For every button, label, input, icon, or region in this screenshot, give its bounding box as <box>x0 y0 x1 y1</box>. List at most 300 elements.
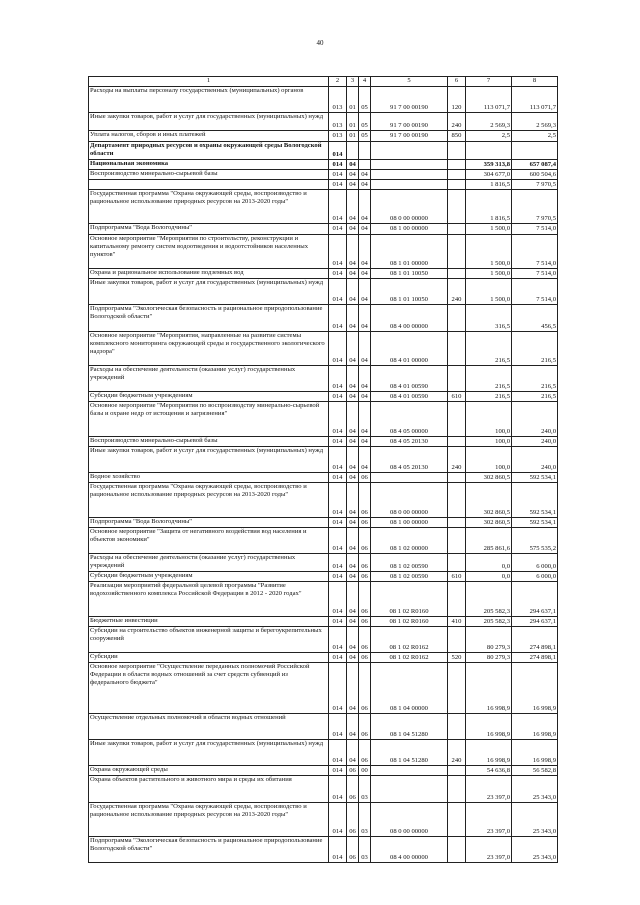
expense-type-cell <box>448 517 466 527</box>
column-header: 5 <box>371 77 448 87</box>
table-row <box>89 402 558 436</box>
row-name-cell: Субсидии бюджетным учреждениям <box>89 572 329 582</box>
amount-year1-cell: 2,5 <box>466 131 512 141</box>
amount-year1-cell: 54 636,8 <box>466 766 512 776</box>
subsection-code-cell: 04 <box>359 169 371 179</box>
target-article-cell: 08 4 05 20130 <box>371 446 448 472</box>
admin-code-cell: 014 <box>329 179 347 189</box>
section-code-cell: 06 <box>347 766 359 776</box>
column-header: 2 <box>329 77 347 87</box>
admin-code-cell: 013 <box>329 113 347 131</box>
section-code-cell: 04 <box>347 473 359 483</box>
section-code-cell: 06 <box>347 837 359 863</box>
section-code-cell: 04 <box>347 234 359 268</box>
column-header: 6 <box>448 77 466 87</box>
amount-year1-cell: 100,0 <box>466 446 512 472</box>
subsection-code-cell: 06 <box>359 517 371 527</box>
admin-code-cell: 014 <box>329 305 347 331</box>
amount-year1-cell: 16 998,9 <box>466 713 512 739</box>
target-article-cell: 08 1 02 R0162 <box>371 653 448 663</box>
expense-type-cell <box>448 837 466 863</box>
subsection-code-cell: 05 <box>359 87 371 113</box>
subsection-code-cell: 06 <box>359 626 371 652</box>
row-name-cell: Департамент природных ресурсов и охраны окружающей среды Вологодской области <box>89 141 329 159</box>
admin-code-cell: 014 <box>329 141 347 159</box>
amount-year2-cell: 294 637,1 <box>512 582 558 616</box>
table-row <box>89 169 558 179</box>
row-name-cell: Государственная программа "Охрана окружающей среды, воспроизводство и рациональное использование природных ресурсов на 2013-2020 годы" <box>89 483 329 517</box>
target-article-cell: 08 4 00 00000 <box>371 305 448 331</box>
row-name-cell: Государственная программа "Охрана окружающей среды, воспроизводство и рациональное использование природных ресурсов на 2013-2020 годы" <box>89 802 329 836</box>
subsection-code-cell: 06 <box>359 663 371 714</box>
admin-code-cell: 014 <box>329 837 347 863</box>
amount-year1-cell: 216,5 <box>466 331 512 365</box>
row-name-cell: Государственная программа "Охрана окружающей среды, воспроизводство и рациональное использование природных ресурсов на 2013-2020 годы" <box>89 190 329 224</box>
admin-code-cell: 014 <box>329 159 347 169</box>
target-article-cell: 08 1 02 R0160 <box>371 582 448 616</box>
target-article-cell: 08 4 05 20130 <box>371 436 448 446</box>
amount-year1-cell: 302 860,5 <box>466 483 512 517</box>
table-row <box>89 517 558 527</box>
row-name-cell: Основное мероприятие "Осуществление переданных полномочий Российской Федерации в области водных отношений за счет средств субвенций из федерального бюджета" <box>89 663 329 714</box>
amount-year1-cell: 2 569,3 <box>466 113 512 131</box>
admin-code-cell: 014 <box>329 446 347 472</box>
amount-year2-cell: 274 898,1 <box>512 653 558 663</box>
row-name-cell: Подпрограмма "Экологическая безопасность и рациональное природопользование Вологодской области" <box>89 305 329 331</box>
target-article-cell: 08 1 04 51280 <box>371 740 448 766</box>
row-name-cell: Подпрограмма "Вода Вологодчины" <box>89 224 329 234</box>
subsection-code-cell: 06 <box>359 527 371 553</box>
section-code-cell: 04 <box>347 190 359 224</box>
table-row <box>89 740 558 766</box>
row-name-cell: Иные закупки товаров, работ и услуг для государственных (муниципальных) нужд <box>89 279 329 305</box>
row-name-cell: Расходы на обеспечение деятельности (оказание услуг) государственных учреждений <box>89 366 329 392</box>
admin-code-cell: 014 <box>329 473 347 483</box>
amount-year2-cell: 16 998,9 <box>512 713 558 739</box>
target-article-cell <box>371 169 448 179</box>
table-row <box>89 473 558 483</box>
section-code-cell: 06 <box>347 802 359 836</box>
section-code-cell: 04 <box>347 169 359 179</box>
expense-type-cell <box>448 776 466 802</box>
expense-type-cell: 410 <box>448 616 466 626</box>
amount-year1-cell: 205 582,3 <box>466 616 512 626</box>
amount-year1-cell: 0,0 <box>466 572 512 582</box>
section-code-cell: 04 <box>347 582 359 616</box>
row-name-cell: Уплата налогов, сборов и иных платежей <box>89 131 329 141</box>
amount-year2-cell: 592 534,1 <box>512 473 558 483</box>
target-article-cell: 08 1 01 10050 <box>371 279 448 305</box>
table-row <box>89 436 558 446</box>
column-header: 3 <box>347 77 359 87</box>
subsection-code-cell: 04 <box>359 305 371 331</box>
table-row <box>89 713 558 739</box>
section-code-cell: 04 <box>347 268 359 278</box>
amount-year2-cell: 216,5 <box>512 331 558 365</box>
admin-code-cell: 014 <box>329 713 347 739</box>
section-code-cell: 04 <box>347 626 359 652</box>
amount-year2-cell: 16 998,9 <box>512 740 558 766</box>
table-row <box>89 766 558 776</box>
subsection-code-cell: 03 <box>359 837 371 863</box>
row-name-cell: Воспроизводство минерально-сырьевой базы <box>89 436 329 446</box>
amount-year2-cell: 240,0 <box>512 436 558 446</box>
section-code-cell: 04 <box>347 446 359 472</box>
table-row <box>89 776 558 802</box>
section-code-cell: 04 <box>347 402 359 436</box>
amount-year2-cell: 6 000,0 <box>512 554 558 572</box>
target-article-cell: 08 4 05 00000 <box>371 402 448 436</box>
expense-type-cell <box>448 179 466 189</box>
subsection-code-cell: 04 <box>359 402 371 436</box>
target-article-cell: 08 1 00 00000 <box>371 224 448 234</box>
section-code-cell: 04 <box>347 179 359 189</box>
admin-code-cell: 014 <box>329 392 347 402</box>
amount-year1-cell: 16 998,9 <box>466 663 512 714</box>
page-number: 40 <box>316 39 324 47</box>
admin-code-cell: 014 <box>329 331 347 365</box>
amount-year1-cell: 100,0 <box>466 402 512 436</box>
expense-type-cell <box>448 436 466 446</box>
amount-year1-cell: 285 861,6 <box>466 527 512 553</box>
amount-year2-cell: 240,0 <box>512 446 558 472</box>
table-row <box>89 582 558 616</box>
amount-year1-cell: 216,5 <box>466 392 512 402</box>
row-name-cell: Охрана окружающей среды <box>89 766 329 776</box>
expense-type-cell <box>448 224 466 234</box>
row-name-cell: Национальная экономика <box>89 159 329 169</box>
budget-table <box>88 76 558 863</box>
admin-code-cell: 014 <box>329 234 347 268</box>
amount-year1-cell: 1 500,0 <box>466 224 512 234</box>
target-article-cell: 08 4 01 00590 <box>371 392 448 402</box>
target-article-cell: 08 0 00 00000 <box>371 802 448 836</box>
row-name-cell <box>89 179 329 189</box>
subsection-code-cell: 05 <box>359 131 371 141</box>
table-row <box>89 802 558 836</box>
subsection-code-cell <box>359 141 371 159</box>
table-row <box>89 653 558 663</box>
amount-year2-cell: 294 637,1 <box>512 616 558 626</box>
amount-year1-cell: 113 071,7 <box>466 87 512 113</box>
admin-code-cell: 014 <box>329 776 347 802</box>
expense-type-cell: 240 <box>448 279 466 305</box>
row-name-cell: Расходы на обеспечение деятельности (оказание услуг) государственных учреждений <box>89 554 329 572</box>
row-name-cell: Реализация мероприятий федеральной целевой программы "Развитие водохозяйственного комплекса Российской Федерации в 2012 - 2020 годах" <box>89 582 329 616</box>
amount-year1-cell: 23 397,0 <box>466 776 512 802</box>
admin-code-cell: 014 <box>329 402 347 436</box>
expense-type-cell <box>448 268 466 278</box>
expense-type-cell <box>448 527 466 553</box>
expense-type-cell <box>448 331 466 365</box>
amount-year2-cell: 7 514,0 <box>512 268 558 278</box>
amount-year2-cell: 592 534,1 <box>512 517 558 527</box>
admin-code-cell: 014 <box>329 169 347 179</box>
admin-code-cell: 014 <box>329 436 347 446</box>
row-name-cell: Охрана объектов растительного и животного мира и среды их обитания <box>89 776 329 802</box>
subsection-code-cell: 04 <box>359 366 371 392</box>
table-row <box>89 663 558 714</box>
admin-code-cell: 014 <box>329 582 347 616</box>
row-name-cell: Иные закупки товаров, работ и услуг для государственных (муниципальных) нужд <box>89 446 329 472</box>
target-article-cell <box>371 776 448 802</box>
amount-year2-cell: 2,5 <box>512 131 558 141</box>
expense-type-cell <box>448 169 466 179</box>
row-name-cell: Основное мероприятие "Защита от негативного воздействия вод населения и объектов экономики" <box>89 527 329 553</box>
expense-type-cell <box>448 402 466 436</box>
admin-code-cell: 014 <box>329 616 347 626</box>
expense-type-cell: 240 <box>448 446 466 472</box>
section-code-cell <box>347 141 359 159</box>
row-name-cell: Иные закупки товаров, работ и услуг для государственных (муниципальных) нужд <box>89 740 329 766</box>
amount-year2-cell: 240,0 <box>512 402 558 436</box>
admin-code-cell: 014 <box>329 483 347 517</box>
admin-code-cell: 014 <box>329 572 347 582</box>
subsection-code-cell: 05 <box>359 113 371 131</box>
admin-code-cell: 014 <box>329 663 347 714</box>
target-article-cell: 08 4 01 00590 <box>371 366 448 392</box>
target-article-cell: 08 1 02 00000 <box>371 527 448 553</box>
expense-type-cell: 520 <box>448 653 466 663</box>
table-row <box>89 131 558 141</box>
section-code-cell: 04 <box>347 713 359 739</box>
section-code-cell: 04 <box>347 224 359 234</box>
subsection-code-cell: 06 <box>359 653 371 663</box>
table-row <box>89 483 558 517</box>
target-article-cell: 08 0 00 00000 <box>371 190 448 224</box>
admin-code-cell: 014 <box>329 653 347 663</box>
subsection-code-cell: 06 <box>359 473 371 483</box>
target-article-cell: 08 1 01 10050 <box>371 268 448 278</box>
expense-type-cell: 850 <box>448 131 466 141</box>
row-name-cell: Подпрограмма "Вода Вологодчины" <box>89 517 329 527</box>
target-article-cell: 08 0 00 00000 <box>371 483 448 517</box>
expense-type-cell: 240 <box>448 113 466 131</box>
table-row <box>89 554 558 572</box>
subsection-code-cell: 04 <box>359 392 371 402</box>
amount-year1-cell: 1 500,0 <box>466 234 512 268</box>
target-article-cell: 08 1 04 00000 <box>371 663 448 714</box>
column-header: 8 <box>512 77 558 87</box>
expense-type-cell <box>448 626 466 652</box>
row-name-cell: Водное хозяйство <box>89 473 329 483</box>
column-header: 4 <box>359 77 371 87</box>
table-row <box>89 268 558 278</box>
expense-type-cell <box>448 554 466 572</box>
section-code-cell: 04 <box>347 159 359 169</box>
section-code-cell: 04 <box>347 616 359 626</box>
section-code-cell: 04 <box>347 663 359 714</box>
table-row <box>89 224 558 234</box>
table-row <box>89 392 558 402</box>
target-article-cell <box>371 159 448 169</box>
row-name-cell: Основное мероприятие "Мероприятия по строительству, реконструкции и капитальному ремонту систем водоотведения и водоотстойников населенных пунктов" <box>89 234 329 268</box>
table-row <box>89 234 558 268</box>
row-name-cell: Бюджетные инвестиции <box>89 616 329 626</box>
table-row <box>89 159 558 169</box>
section-code-cell: 04 <box>347 653 359 663</box>
subsection-code-cell: 00 <box>359 766 371 776</box>
table-row <box>89 626 558 652</box>
subsection-code-cell: 04 <box>359 331 371 365</box>
amount-year1-cell: 205 582,3 <box>466 582 512 616</box>
expense-type-cell: 610 <box>448 572 466 582</box>
section-code-cell: 04 <box>347 554 359 572</box>
amount-year2-cell: 25 343,0 <box>512 776 558 802</box>
row-name-cell: Воспроизводство минерально-сырьевой базы <box>89 169 329 179</box>
table-row <box>89 305 558 331</box>
admin-code-cell: 014 <box>329 802 347 836</box>
amount-year1-cell: 1 500,0 <box>466 268 512 278</box>
column-header: 7 <box>466 77 512 87</box>
subsection-code-cell: 06 <box>359 616 371 626</box>
amount-year2-cell: 575 535,2 <box>512 527 558 553</box>
amount-year2-cell: 600 504,6 <box>512 169 558 179</box>
amount-year1-cell: 316,5 <box>466 305 512 331</box>
expense-type-cell <box>448 582 466 616</box>
amount-year1-cell: 216,5 <box>466 366 512 392</box>
admin-code-cell: 014 <box>329 554 347 572</box>
row-name-cell: Основное мероприятие "Мероприятия, направленные на развитие системы комплексного мониторинга окружающей среды и государственного экологического надзора" <box>89 331 329 365</box>
amount-year2-cell: 7 970,5 <box>512 190 558 224</box>
subsection-code-cell: 06 <box>359 572 371 582</box>
table-row <box>89 366 558 392</box>
subsection-code-cell <box>359 159 371 169</box>
section-code-cell: 04 <box>347 527 359 553</box>
amount-year2-cell <box>512 141 558 159</box>
row-name-cell: Основное мероприятие "Мероприятия по воспроизводству минерально-сырьевой базы и охране недр от истощения и загрязнения" <box>89 402 329 436</box>
amount-year1-cell: 1 500,0 <box>466 279 512 305</box>
target-article-cell: 08 4 00 00000 <box>371 837 448 863</box>
amount-year2-cell: 25 343,0 <box>512 802 558 836</box>
target-article-cell <box>371 141 448 159</box>
expense-type-cell: 240 <box>448 740 466 766</box>
row-name-cell: Субсидии на строительство объектов инженерной защиты и берегоукрепительных сооружений <box>89 626 329 652</box>
expense-type-cell <box>448 234 466 268</box>
amount-year1-cell: 23 397,0 <box>466 802 512 836</box>
target-article-cell: 08 1 02 R0160 <box>371 616 448 626</box>
amount-year1-cell: 1 816,5 <box>466 190 512 224</box>
row-name-cell: Иные закупки товаров, работ и услуг для государственных (муниципальных) нужд <box>89 113 329 131</box>
admin-code-cell: 014 <box>329 190 347 224</box>
table-row <box>89 179 558 189</box>
expense-type-cell <box>448 190 466 224</box>
subsection-code-cell: 04 <box>359 179 371 189</box>
amount-year1-cell: 304 677,0 <box>466 169 512 179</box>
row-name-cell: Осуществление отдельных полномочий в области водных отношений <box>89 713 329 739</box>
subsection-code-cell: 06 <box>359 713 371 739</box>
amount-year2-cell: 113 071,7 <box>512 87 558 113</box>
amount-year1-cell: 302 860,5 <box>466 517 512 527</box>
subsection-code-cell: 04 <box>359 436 371 446</box>
section-code-cell: 04 <box>347 305 359 331</box>
amount-year1-cell: 23 397,0 <box>466 837 512 863</box>
table-row <box>89 616 558 626</box>
table-row <box>89 446 558 472</box>
amount-year2-cell: 7 514,0 <box>512 234 558 268</box>
subsection-code-cell: 04 <box>359 446 371 472</box>
amount-year1-cell: 0,0 <box>466 554 512 572</box>
row-name-cell: Охрана и рациональное использование подземных вод <box>89 268 329 278</box>
admin-code-cell: 014 <box>329 366 347 392</box>
section-code-cell: 04 <box>347 740 359 766</box>
section-code-cell: 04 <box>347 392 359 402</box>
amount-year1-cell: 16 998,9 <box>466 740 512 766</box>
admin-code-cell: 014 <box>329 224 347 234</box>
table-row <box>89 331 558 365</box>
subsection-code-cell: 04 <box>359 279 371 305</box>
expense-type-cell <box>448 366 466 392</box>
admin-code-cell: 014 <box>329 740 347 766</box>
amount-year2-cell: 56 582,8 <box>512 766 558 776</box>
amount-year2-cell: 7 970,5 <box>512 179 558 189</box>
amount-year1-cell: 80 279,3 <box>466 626 512 652</box>
section-code-cell: 04 <box>347 572 359 582</box>
target-article-cell: 08 1 04 51280 <box>371 713 448 739</box>
section-code-cell: 04 <box>347 331 359 365</box>
section-code-cell: 04 <box>347 483 359 517</box>
target-article-cell <box>371 766 448 776</box>
amount-year2-cell: 274 898,1 <box>512 626 558 652</box>
target-article-cell: 08 1 02 R0162 <box>371 626 448 652</box>
table-row <box>89 837 558 863</box>
row-name-cell: Расходы на выплаты персоналу государственных (муниципальных) органов <box>89 87 329 113</box>
target-article-cell: 08 1 00 00000 <box>371 517 448 527</box>
target-article-cell <box>371 179 448 189</box>
subsection-code-cell: 04 <box>359 234 371 268</box>
amount-year1-cell: 100,0 <box>466 436 512 446</box>
expense-type-cell <box>448 713 466 739</box>
admin-code-cell: 014 <box>329 527 347 553</box>
section-code-cell: 06 <box>347 776 359 802</box>
table-row <box>89 190 558 224</box>
target-article-cell: 08 1 02 00590 <box>371 554 448 572</box>
expense-type-cell <box>448 802 466 836</box>
subsection-code-cell: 06 <box>359 554 371 572</box>
amount-year2-cell: 6 000,0 <box>512 572 558 582</box>
expense-type-cell: 610 <box>448 392 466 402</box>
section-code-cell: 01 <box>347 113 359 131</box>
expense-type-cell <box>448 141 466 159</box>
subsection-code-cell: 06 <box>359 740 371 766</box>
table-header-row <box>89 77 558 87</box>
admin-code-cell: 013 <box>329 87 347 113</box>
table-row <box>89 113 558 131</box>
target-article-cell: 91 7 00 00190 <box>371 131 448 141</box>
row-name-cell: Субсидии бюджетным учреждениям <box>89 392 329 402</box>
expense-type-cell <box>448 305 466 331</box>
section-code-cell: 01 <box>347 87 359 113</box>
expense-type-cell: 120 <box>448 87 466 113</box>
table-row <box>89 572 558 582</box>
amount-year1-cell <box>466 141 512 159</box>
amount-year2-cell: 7 514,0 <box>512 279 558 305</box>
target-article-cell: 08 1 01 00000 <box>371 234 448 268</box>
amount-year2-cell: 16 998,9 <box>512 663 558 714</box>
admin-code-cell: 013 <box>329 131 347 141</box>
expense-type-cell <box>448 766 466 776</box>
target-article-cell <box>371 473 448 483</box>
subsection-code-cell: 04 <box>359 190 371 224</box>
admin-code-cell: 014 <box>329 766 347 776</box>
amount-year1-cell: 1 816,5 <box>466 179 512 189</box>
column-header: 1 <box>89 77 329 87</box>
budget-table-body <box>89 77 558 863</box>
amount-year2-cell: 2 569,3 <box>512 113 558 131</box>
section-code-cell: 04 <box>347 436 359 446</box>
admin-code-cell: 014 <box>329 517 347 527</box>
row-name-cell: Субсидии <box>89 653 329 663</box>
